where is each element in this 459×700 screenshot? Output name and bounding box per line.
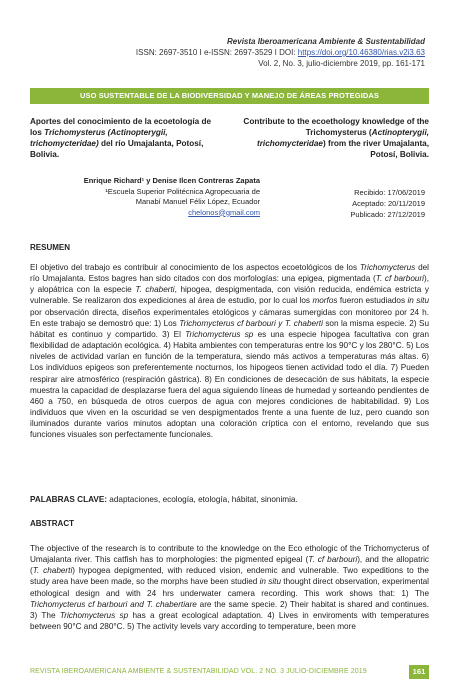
abstract-paragraph [30, 543, 429, 632]
issn-text: ISSN: 2697-3510 I e-ISSN: 2697-3529 I DOI: [135, 48, 298, 57]
author-email-link[interactable]: chelonos@gmail.com [188, 207, 260, 217]
keywords-line [30, 494, 429, 505]
authors-block [30, 176, 260, 218]
resumen-text: son la misma especie. 2) Su hábitat es continuo y compartido. 3) El [30, 318, 429, 339]
abstract-text: ) hypogea depigmented, with reduced vision, endemic and vulnerable. Two expeditions to the study area have been made, so the morphs have been studied [30, 566, 429, 587]
abstract-italic: Trichomycterus sp [59, 610, 129, 620]
resumen-text: ), y alopátrica con la especie [30, 274, 430, 295]
journal-title: Revista Iberoamericana Ambiente & Sustentabilidad [227, 37, 425, 46]
resumen-italic: T. cf barbouri [375, 274, 424, 284]
author-names: Enrique Richard¹ y Denise Ilcen Contreras Zapata [83, 176, 260, 185]
dates-block [350, 187, 425, 220]
resumen-text: , hipogea, despigmentada, con visión reducida, endémica estricta y vulnerable. Se realizaron dos expediciones al área de estudio, por lo cual los [30, 285, 430, 306]
title-es-text: Aportes del conocimiento de la ecoetología de los [30, 117, 212, 137]
abstract-italic: Trichomycterus cf barbouri and T. chabertiare [30, 599, 197, 609]
resumen-heading: RESUMEN [30, 243, 71, 252]
page-footer [30, 666, 429, 678]
abstract-text: has a great ecological adaptation. 4) Lives in enviroments with temperatures between 90°C and 280°C. 5) The activity levels vary according to temperature, been more [30, 610, 430, 632]
resumen-text: es una especie hipogea facultativa con gran flexibilidad de adaptación ecológica. 4) Habita ambientes con temperaturas entre los 90°C y los 280°C. 5) Los niveles de actividad varían en función de la temperatura, siendo más activos a temperaturas más altas. 6) Los individuos epigeos son preferentemente nocturnos, los hipogeos tienen actividad todo el día. 7) Pueden respirar aire atmosférico (respiración gástrica). 8) En condiciones de desecación de sus hábitats, la especie muestra la capacidad de desplazarse fuera del agua siguiendo líneas de humedad y sorteando pendientes de 460 a 750, en búsqueda de otros cuerpos de agua con mejores condiciones de habitabilidad. 9) Los individuos que viven en la oscuridad se ven despigmentados frente a una fuente de luz, pero cuando son iluminados durante varios minutos adoptan una coloración críptica con el entorno, revelando que sus funciones visuales son perfectamente funcionales. [30, 329, 429, 440]
resumen-italic: Trichomycterus [359, 263, 416, 272]
title-en-text-end: ) from the river Umajalanta, Potosí, Bolivia. [322, 139, 429, 159]
resumen-italic: in situ [407, 296, 429, 306]
footer-journal-text: REVISTA IBEROAMERICANA AMBIENTE & SUSTENTABILIDAD VOL. 2 NO. 3 JULIO-DICIEMBRE 2019 [30, 668, 367, 675]
abstract-italic: T. cf barbouri [308, 555, 358, 565]
title-spanish [30, 116, 215, 160]
keywords-label: PALABRAS CLAVE: [30, 495, 108, 504]
affiliation-line-1: ¹Escuela Superior Politécnica Agropecuaria de [105, 186, 260, 196]
accepted-date: Aceptado: 20/11/2019 [352, 199, 425, 208]
volume-line: Vol. 2, No. 3, julio-diciembre 2019, pp. 161-171 [258, 59, 425, 68]
doi-link[interactable]: https://doi.org/10.46380/rias.v2i3.63 [297, 48, 425, 57]
title-es-text-end: del río Umajalanta, Potosí, Bolivia. [30, 139, 204, 159]
title-en-text: Contribute to the ecoethology knowledge of the Trichomysterus ( [243, 117, 429, 137]
resumen-text: fueron estudiados [337, 296, 408, 306]
journal-header [136, 36, 425, 69]
affiliation-line-2: Manabí Manuel Félix López, Ecuador [135, 197, 260, 206]
title-es-italic: Trichomysterus (Actinopterygii, trichomycteridae) [30, 128, 168, 148]
published-date: Publicado: 27/12/2019 [350, 210, 425, 219]
abstract-heading: ABSTRACT [30, 519, 74, 528]
resumen-paragraph [30, 262, 429, 441]
resumen-italic: Trichomycterus cf barbouri y T. chaberti [179, 318, 323, 328]
title-en-italic: Actinopterygii, trichomycteridae [257, 128, 429, 148]
abstract-italic: in situ [259, 577, 282, 587]
received-date: Recibido: 17/06/2019 [354, 188, 425, 197]
resumen-text: del río Umajalanta. Estos bagres han sido citados con dos morfologías: una epigea, pigmentada ( [30, 263, 429, 284]
abstract-text: thought direct observation, experimental ethological design and with 24 hrs underwater camera recording. This work shows that: 1) The [30, 577, 430, 598]
abstract-italic: T. chaberti [32, 566, 73, 576]
resumen-text: El objetivo del trabajo es contribuir al conocimiento de los aspectos ecoetológicos de los [30, 263, 360, 272]
section-banner: USO SUSTENTABLE DE LA BIODIVERSIDAD Y MANEJO DE ÁREAS PROTEGIDAS [30, 88, 429, 104]
resumen-italic: T. chaberti [135, 285, 175, 295]
resumen-italic: Trichomycterus sp [185, 329, 254, 339]
page-number: 161 [409, 665, 429, 679]
title-english [239, 116, 429, 160]
keywords-text: adaptaciones, ecología, etología, hábitat, sinonimia. [107, 495, 298, 504]
abstract-text: The objective of the research is to contribute to the knowledge on the Eco ethologic of the Trichomycterus of Umajalanta river. This catfish has to morphologies: the pigmented epigeal ( [30, 544, 429, 565]
abstract-text: ), and the allopatric ( [30, 555, 429, 576]
resumen-text: por observación directa, diseños experimentales etológicos y cámaras sumergidas con monitoreo por 24 h. En este trabajo se demostró que: 1) Los [30, 307, 429, 328]
abstract-text: are the same specie. 2) Their habitat is shared and continues. 3) The [30, 599, 430, 620]
resumen-italic: morfos [312, 296, 338, 306]
issn-line [136, 47, 425, 58]
